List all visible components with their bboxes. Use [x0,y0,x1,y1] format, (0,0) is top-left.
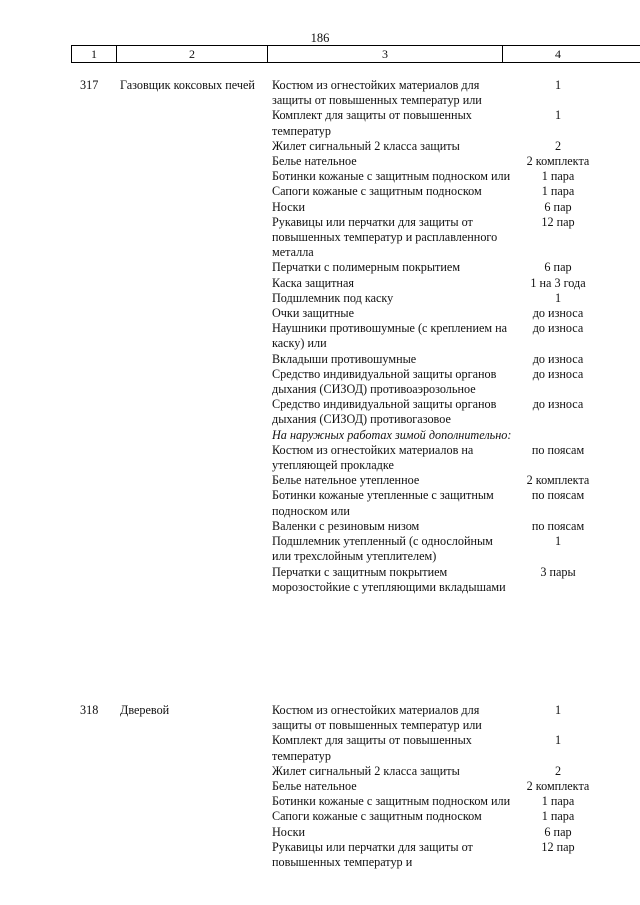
equipment-row [272,703,612,733]
equipment-item: Наушники противошумные (с креплением на каску) или [272,321,508,351]
equipment-item: Средство индивидуальной защиты органов дыхания (СИЗОД) противоаэрозольное [272,366,497,397]
equipment-quantity: до износа [532,321,584,336]
equipment-row [272,794,612,809]
equipment-item: Белье нательное [272,154,357,169]
equipment-item: Носки [272,199,306,214]
equipment-quantity: 1 [554,78,562,92]
equipment-row [272,321,612,351]
equipment-item: Рукавицы или перчатки для защиты от повышенных температур и расплавленного металла [272,214,498,260]
equipment-row [272,306,612,321]
equipment-quantity: 2 [554,763,562,778]
job-title: Дверевой [120,703,170,717]
equipment-item: Белье нательное утепленное [272,473,420,488]
equipment-quantity: по поясам [531,518,585,533]
equipment-item: Сапоги кожаные с защитным подноском [272,184,482,199]
equipment-item: Белье нательное [272,779,357,794]
equipment-quantity: 1 [554,290,562,305]
equipment-row [272,428,612,443]
equipment-quantity: 12 пар [541,839,575,854]
equipment-row [272,184,612,199]
column-header-2: 2 [189,47,195,61]
equipment-row [272,169,612,184]
equipment-quantity: до износа [532,351,584,366]
equipment-row [272,291,612,306]
equipment-item: На наружных работах зимой дополнительно: [272,427,512,442]
equipment-item: Комплект для защиты от повышенных температур [272,108,472,138]
equipment-row [272,519,612,534]
equipment-row [272,779,612,794]
equipment-item: Подшлемник утепленный (с однослойным или трехслойным утеплителем) [272,534,493,564]
equipment-item: Костюм из огнестойких материалов для защиты от повышенных температур или [272,703,482,733]
equipment-item: Ботинки кожаные утепленные с защитным подноском или [272,488,494,518]
equipment-quantity: 3 пары [540,564,576,579]
equipment-item: Вкладыши противошумные [272,351,417,366]
equipment-quantity: 1 [554,108,562,123]
equipment-row [272,276,612,291]
equipment-item: Ботинки кожаные с защитным подноском или [272,169,511,184]
equipment-item: Перчатки с полимерным покрытием [272,260,461,275]
equipment-quantity: 2 комплекта [526,154,590,169]
entry-number: 317 [80,78,99,92]
equipment-quantity: 6 пар [544,199,572,214]
equipment-row [272,78,612,108]
equipment-quantity: до износа [532,306,584,321]
equipment-quantity: 2 комплекта [526,779,590,794]
entry-number: 318 [80,703,99,717]
equipment-row [272,488,612,518]
equipment-row [272,534,612,564]
equipment-quantity: 1 пара [541,794,575,809]
equipment-row [272,367,612,397]
equipment-quantity: до износа [532,366,584,381]
equipment-quantity: 1 [554,733,562,748]
equipment-quantity: 2 комплекта [526,473,590,488]
equipment-row [272,397,612,427]
equipment-item: Комплект для защиты от повышенных температур [272,733,472,763]
equipment-item: Очки защитные [272,306,354,321]
equipment-quantity: 6 пар [544,824,572,839]
equipment-quantity: 12 пар [541,214,575,229]
equipment-item: Костюм из огнестойких материалов для защиты от повышенных температур или [272,78,482,108]
equipment-item: Сапоги кожаные с защитным подноском [272,809,482,824]
equipment-item: Подшлемник под каску [272,290,394,305]
equipment-row [272,154,612,169]
job-title: Газовщик коксовых печей [120,78,255,92]
equipment-list [272,703,612,870]
equipment-item: Жилет сигнальный 2 класса защиты [272,138,460,153]
page-number: 186 [310,31,330,45]
equipment-quantity: 1 на 3 года [530,275,586,290]
equipment-quantity: 6 пар [544,260,572,275]
equipment-row [272,825,612,840]
equipment-quantity: по поясам [531,442,585,457]
equipment-row [272,733,612,763]
equipment-quantity: 1 [554,534,562,549]
equipment-row [272,840,612,870]
equipment-row [272,473,612,488]
column-header-3: 3 [382,47,388,61]
equipment-row [272,200,612,215]
equipment-quantity: по поясам [531,488,585,503]
equipment-item: Костюм из огнестойких материалов на утепляющей прокладке [272,442,474,473]
equipment-item: Ботинки кожаные с защитным подноском или [272,794,511,809]
equipment-row [272,139,612,154]
equipment-item: Перчатки с защитным покрытием морозостойкие с утепляющими вкладышами [272,564,506,594]
equipment-row [272,108,612,138]
equipment-item: Рукавицы или перчатки для защиты от повышенных температур и [272,839,473,870]
equipment-item: Жилет сигнальный 2 класса защиты [272,763,460,778]
equipment-row [272,809,612,824]
equipment-quantity: 1 пара [541,169,575,184]
equipment-quantity: 1 пара [541,809,575,824]
equipment-quantity: до износа [532,397,584,412]
equipment-quantity: 1 [554,703,562,717]
equipment-item: Средство индивидуальной защиты органов дыхания (СИЗОД) противогазовое [272,397,497,427]
equipment-item: Валенки с резиновым низом [272,518,420,533]
column-header-4: 4 [555,47,561,61]
equipment-list [272,78,612,595]
equipment-quantity: 2 [554,138,562,153]
equipment-row [272,764,612,779]
equipment-item: Носки [272,824,306,839]
equipment-item: Каска защитная [272,275,354,290]
equipment-quantity: 1 пара [541,184,575,199]
equipment-row [272,352,612,367]
equipment-row [272,260,612,275]
equipment-row [272,443,612,473]
column-header-row [71,45,640,63]
equipment-row [272,215,612,261]
column-header-1: 1 [91,47,97,61]
equipment-row [272,565,612,595]
